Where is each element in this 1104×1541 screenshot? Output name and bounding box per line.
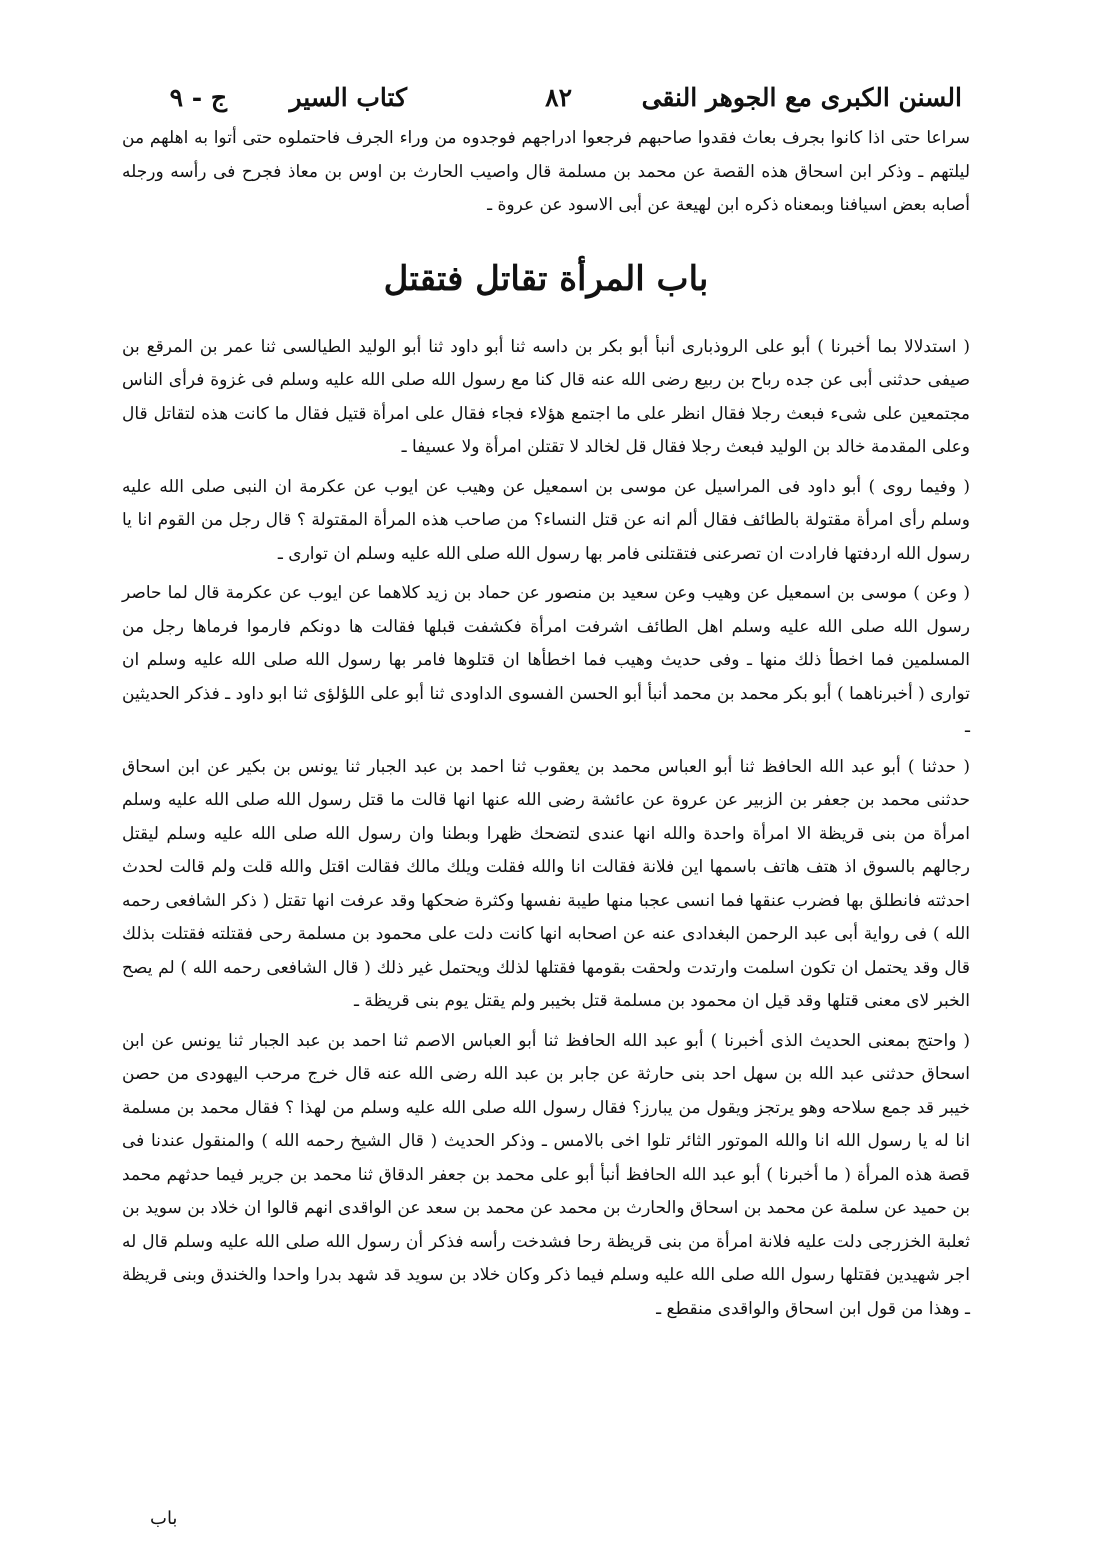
header-volume: ج - ٩ [169,83,227,112]
body-text [122,122,970,1332]
paragraph-2: ( وفيما روى ) أبو داود فى المراسيل عن موسى بن اسمعيل عن وهيب عن ايوب عن عكرمة ان النبى صلى الله عليه وسلم رأى امرأة مقتولة بالطائف فقال ألم انه عن قتل النساء؟ من صاحب هذه المرأة المقتولة ؟ قال رجل من القوم انا يا رسول الله اردفتها فارادت ان تصرعنى فتقتلنى فامر بها رسول الله صلى الله عليه وسلم ان توارى ـ [122,476,970,564]
paragraph-3: ( وعن ) موسى بن اسمعيل عن وهيب وعن سعيد بن منصور عن حماد بن زيد كلاهما عن ايوب عن عكرمة قال لما حاصر رسول الله صلى الله عليه وسلم اهل الطائف اشرفت امرأة فكشفت قبلها فقالت ها دونكم فارموا فرماها رجل من المسلمين فما اخطأ ذلك منها ـ وفى حديث وهيب فما اخطأها ان قتلوها فامر بها رسول الله صلى الله عليه وسلم ان توارى ( أخبرناهما ) أبو بكر محمد بن محمد أنبأ أبو الحسن الفسوى الداودى ثنا أبو على اللؤلؤى ثنا ابو داود ـ فذكر الحديثين ـ [122,583,971,737]
header-page-number: ٨٢ [545,83,572,112]
paragraph-5: ( واحتج بمعنى الحديث الذى أخبرنا ) أبو عبد الله الحافظ ثنا أبو العباس الاصم ثنا احمد بن عبد الجبار ثنا يونس عن ابن اسحاق حدثنى عبد الله بن سهل احد بنى حارثة عن جابر بن عبد الله رضى الله عنه قال خرج مرحب اليهودى من حصن خيبر قد جمع سلاحه وهو يرتجز ويقول من يبارز؟ فقال رسول الله صلى الله عليه وسلم من لهذا ؟ فقال محمد بن مسلمة انا له يا رسول الله انا والله الموتور الثائر تلوا اخى بالامس ـ وذكر الحديث ( قال الشيخ رحمه الله ) والمنقول عندنا فى قصة هذه المرأة ( ما أخبرنا ) أبو عبد الله الحافظ أنبأ أبو على محمد بن جعفر الدقاق ثنا محمد بن جرير فيما حدثهم محمد بن حميد عن سلمة عن محمد بن اسحاق والحارث بن محمد عن محمد بن سعد عن الواقدى انهم قالوا ان خلاد بن سويد بن ثعلبة الخزرجى دلت عليه فلانة امرأة من بنى قريظة رحا فشدخت رأسه فذكر أن رسول الله صلى الله عليه وسلم قال له اجر شهيدين فقتلها رسول الله صلى الله عليه وسلم فيما ذكر وكان خلاد بن سويد قد شهد بدرا واحدا والخندق وبنى قريظة ـ وهذا من قول ابن اسحاق والواقدى منقطع ـ [122,1030,970,1319]
page-header [120,78,962,118]
header-section-title: كتاب السير [289,83,407,112]
header-book-title: السنن الكبرى مع الجوهر النقى [641,83,962,112]
paragraph-1: ( استدلالا بما أخبرنا ) أبو على الروذبارى أنبأ أبو بكر بن داسه ثنا أبو داود ثنا أبو الوليد الطيالسى ثنا عمر بن المرقع بن صيفى حدثنى أبى عن جده رباح بن ربيع رضى الله عنه قال كنا مع رسول الله صلى الله عليه وسلم فى غزوة فرأى الناس مجتمعين على شىء فبعث رجلا فقال انظر على ما اجتمع هؤلاء فجاء فقال على امرأة قتيل فقال ما كانت هذه لتقاتل قال وعلى المقدمة خالد بن الوليد فبعث رجلا فقال قل لخالد لا تقتلن امرأة ولا عسيفا ـ [122,336,970,457]
footer-catchword: باب [150,1508,178,1529]
intro-paragraph: سراعا حتى اذا كانوا بجرف بعاث فقدوا صاحبهم فرجعوا ادراجهم فوجدوه من وراء الجرف فاحتملوه حتى أتوا به اهلهم من ليلتهم ـ وذكر ابن اسحاق هذه القصة عن محمد بن مسلمة قال واصيب الحارث بن اوس بن معاذ فجرح فى رأسه ورجله أصابه بعض اسيافنا وبمعناه ذكره ابن لهيعة عن أبى الاسود عن عروة ـ [122,128,970,215]
chapter-title: باب المرأة تقاتل فتقتل [383,258,709,299]
paragraph-4: ( حدثنا ) أبو عبد الله الحافظ ثنا أبو العباس محمد بن يعقوب ثنا احمد بن عبد الجبار ثنا يونس بن بكير عن ابن اسحاق حدثنى محمد بن جعفر بن الزبير عن عروة عن عائشة رضى الله عنها انها قالت ما قتل رسول الله صلى الله عليه وسلم امرأة من بنى قريظة الا امرأة واحدة والله انها عندى لتضحك ظهرا وبطنا وان رسول الله صلى الله عليه وسلم ليقتل رجالهم بالسوق اذ هتف هاتف باسمها اين فلانة فقالت انا والله فقلت ويلك مالك فقالت اقتل والله قلت ولم قالت لحدث احدثته فانطلق بها فضرب عنقها فما انسى عجبا منها طيبة نفسها وكثرة ضحكها وقد عرفت انها تقتل ( ذكر الشافعى رحمه الله ) فى رواية أبى عبد الرحمن البغدادى عنه عن اصحابه انها كانت دلت على محمود بن مسلمة رحى فقتلته فقتلت بذلك قال وقد يحتمل ان تكون اسلمت وارتدت ولحقت بقومها فقتلها لذلك ويحتمل غير ذلك ( قال الشافعى رحمه الله ) لم يصح الخبر لاى معنى قتلها وقد قيل ان محمود بن مسلمة قتل بخيبر ولم يقتل يوم بنى قريظة ـ [122,756,971,1011]
